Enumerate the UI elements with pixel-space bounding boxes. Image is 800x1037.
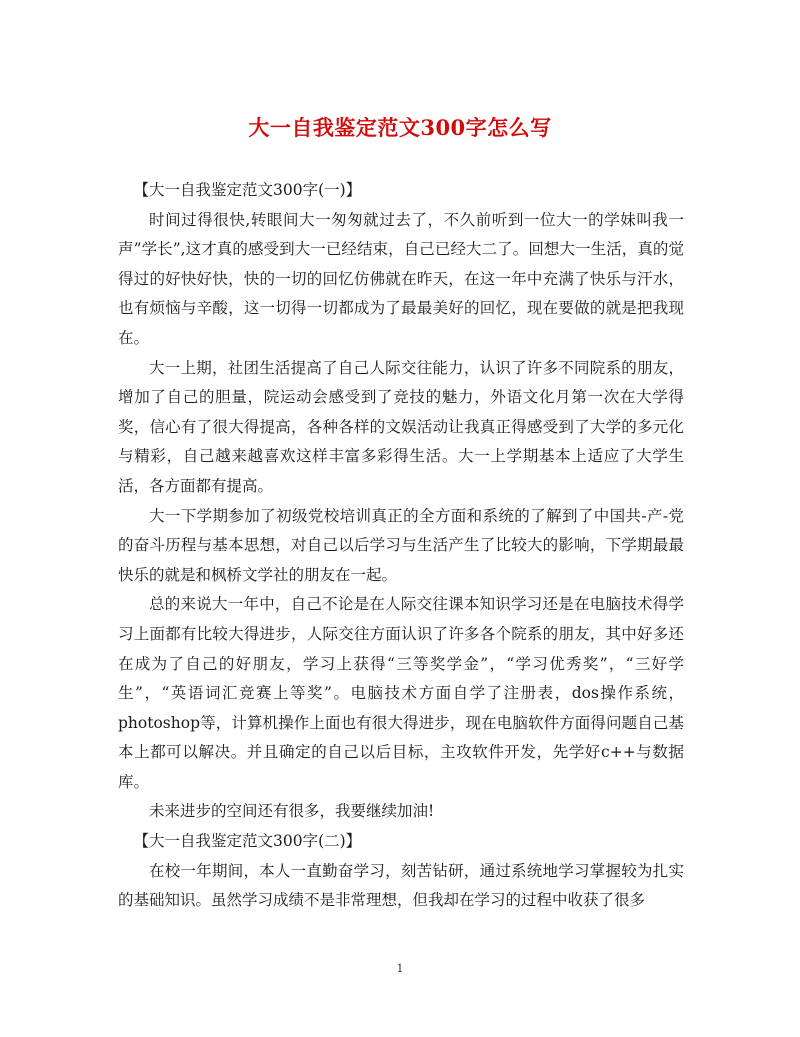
paragraph: 在校一年期间，本人一直勤奋学习，刻苦钻研，通过系统地学习掌握较为扎实的基础知识。虽然学习成绩不是非常理想，但我却在学习的过程中收获了很多 (118, 861, 684, 910)
document-body (118, 176, 684, 916)
document-title: 大一自我鉴定范文300字怎么写 (248, 115, 552, 140)
section-heading-2: 【大一自我鉴定范文300字(二)】 (133, 832, 362, 851)
paragraph: 大一下学期参加了初级党校培训真正的全方面和系统的了解到了中国共-产-党的奋斗历程与基本思想，对自己以后学习与生活产生了比较大的影响，下学期最最快乐的就是和枫桥文学社的朋友在一起。 (118, 506, 684, 584)
paragraph: 总的来说大一年中，自己不论是在人际交往课本知识学习还是在电脑技术得学习上面都有比较大得进步，人际交往方面认识了许多各个院系的朋友，其中好多还在成为了自己的好朋友，学习上获得“三等奖学金”，“学习优秀奖”，“三好学生”，“英语词汇竞赛上等奖”。电脑技术方面自学了注册表，dos操作系统，photoshop等，计算机操作上面也有很大得进步，现在电脑软件方面得问题自己基本上都可以解决。并且确定的自己以后目标，主攻软件开发，先学好c++与数据库。 (118, 595, 684, 791)
paragraph: 未来进步的空间还有很多，我要继续加油! (149, 802, 435, 821)
paragraph: 时间过得很快,转眼间大一匆匆就过去了，不久前听到一位大一的学妹叫我一声”学长”,这才真的感受到大一已经结束，自己已经大二了。回想大一生活，真的觉得过的好快好快，快的一切的回忆仿佛就在昨天，在这一年中充满了快乐与汗水，也有烦恼与辛酸，这一切得一切都成为了最最美好的回忆，现在要做的就是把我现在。 (118, 210, 684, 347)
page-number: 1 (396, 962, 404, 975)
section-heading-1: 【大一自我鉴定范文300字(一)】 (133, 181, 362, 199)
paragraph: 大一上期，社团生活提高了自己人际交往能力，认识了许多不同院系的朋友，增加了自己的胆量，院运动会感受到了竞技的魅力，外语文化月第一次在大学得奖，信心有了很大得提高，各种各样的文娱活动让我真正得感受到了大学的多元化与精彩，自己越来越喜欢这样丰富多彩得生活。大一上学期基本上适应了大学生活，各方面都有提高。 (118, 358, 684, 495)
